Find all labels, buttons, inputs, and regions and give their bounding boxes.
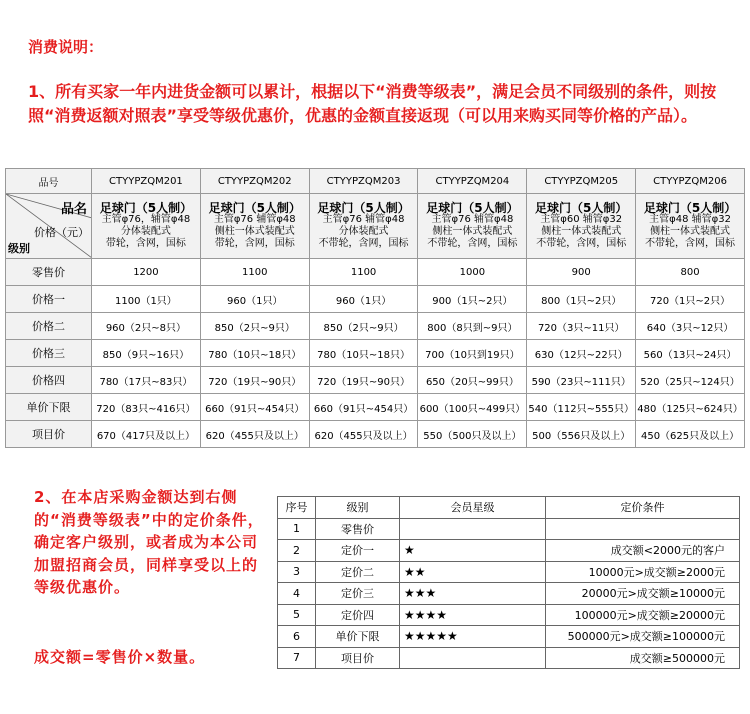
product-name: 足球门（5人制） (426, 201, 519, 215)
level-name: 定价二 (316, 561, 400, 583)
price-cell: 800（8只到~9只） (418, 313, 527, 340)
intro-paragraph: 1、所有买家一年内进货金额可以累计，根据以下“消费等级表”，满足会员不同级别的条件，则按照“消费返额对照表”享受等级优惠价，优惠的金额直接返现（可以用来购买同等价格的产品）。 (28, 82, 717, 125)
level-stars (400, 518, 546, 540)
price-cell: 850（2只~9只） (200, 313, 309, 340)
level-row (278, 647, 740, 669)
row-label: 零售价 (6, 259, 92, 286)
price-row (6, 286, 745, 313)
price-cell: 720（1只~2只） (636, 286, 745, 313)
spec-line: 侧柱一体式装配式 (432, 226, 513, 237)
price-cell: 700（10只到19只） (418, 340, 527, 367)
price-cell: 1200 (92, 259, 201, 286)
product-code: CTYYPZQM203 (309, 169, 418, 194)
price-cell: 850（2只~9只） (309, 313, 418, 340)
price-cell: 780（10只~18只） (309, 340, 418, 367)
level-row (278, 604, 740, 626)
price-cell: 660（91只~454只） (309, 394, 418, 421)
price-table (5, 168, 745, 448)
level-condition: 500000元>成交额≥100000元 (546, 626, 740, 648)
spec-row (6, 194, 745, 259)
corner-level-label: 级别 (8, 242, 30, 255)
price-row (6, 367, 745, 394)
price-cell: 560（13只~24只） (636, 340, 745, 367)
product-name: 足球门（5人制） (317, 201, 410, 215)
price-cell: 800 (636, 259, 745, 286)
level-stars (400, 647, 546, 669)
level-row (278, 518, 740, 540)
product-name: 足球门（5人制） (208, 201, 301, 215)
level-stars: ★★★★ (400, 604, 546, 626)
spec-line: 不带轮，含网，国标 (427, 238, 518, 249)
price-cell: 520（25只~124只） (636, 367, 745, 394)
price-header-row (6, 169, 745, 194)
price-cell: 660（91只~454只） (200, 394, 309, 421)
level-table (277, 496, 740, 669)
price-row (6, 313, 745, 340)
spec-line: 分体装配式 (120, 226, 171, 237)
level-no: 7 (278, 647, 316, 669)
product-spec (636, 194, 745, 259)
price-cell: 780（17只~83只） (92, 367, 201, 394)
spec-line: 侧柱一体式装配式 (650, 226, 731, 237)
level-name: 定价三 (316, 583, 400, 605)
corner-header (6, 194, 92, 259)
product-name: 足球门（5人制） (535, 201, 628, 215)
level-no: 5 (278, 604, 316, 626)
spec-line: 主管φ76 辅管φ48 (322, 214, 405, 225)
level-no: 6 (278, 626, 316, 648)
row-label: 价格三 (6, 340, 92, 367)
spec-line: 分体装配式 (338, 226, 389, 237)
level-name: 定价四 (316, 604, 400, 626)
level-condition: 100000元>成交额≥20000元 (546, 604, 740, 626)
level-stars: ★★ (400, 561, 546, 583)
level-name: 单价下限 (316, 626, 400, 648)
price-cell: 720（83只~416只） (92, 394, 201, 421)
level-stars: ★ (400, 540, 546, 562)
spec-line: 带轮，含网，国标 (214, 238, 295, 249)
price-cell: 480（125只~624只） (636, 394, 745, 421)
spec-line: 带轮，含网，国标 (105, 238, 186, 249)
price-cell: 620（455只及以上） (200, 421, 309, 448)
product-code: CTYYPZQM202 (200, 169, 309, 194)
price-cell: 620（455只及以上） (309, 421, 418, 448)
intro-title: 消费说明： (28, 38, 104, 56)
level-header-cell: 级别 (316, 497, 400, 519)
price-cell: 600（100只~499只） (418, 394, 527, 421)
price-cell: 900（1只~2只） (418, 286, 527, 313)
product-name: 足球门（5人制） (643, 201, 737, 215)
price-cell: 630（12只~22只） (527, 340, 636, 367)
price-cell: 590（23只~111只） (527, 367, 636, 394)
row-label: 价格一 (6, 286, 92, 313)
spec-line: 不带轮，含网，国标 (536, 238, 627, 249)
product-code: CTYYPZQM201 (92, 169, 201, 194)
price-cell: 500（556只及以上） (527, 421, 636, 448)
level-condition: 成交额≥500000元 (546, 647, 740, 669)
header-label: 品号 (6, 169, 92, 194)
level-stars: ★★★ (400, 583, 546, 605)
price-cell: 720（19只~90只） (200, 367, 309, 394)
row-label: 价格二 (6, 313, 92, 340)
level-row (278, 561, 740, 583)
price-cell: 640（3只~12只） (636, 313, 745, 340)
price-cell: 800（1只~2只） (527, 286, 636, 313)
price-cell: 1100 (309, 259, 418, 286)
row-label: 单价下限 (6, 394, 92, 421)
price-cell: 900 (527, 259, 636, 286)
level-condition: 成交额<2000元的客户 (546, 540, 740, 562)
spec-line: 主管φ76 辅管φ48 (431, 214, 514, 225)
spec-line: 不带轮，含网，国标 (318, 238, 409, 249)
product-spec (418, 194, 527, 259)
price-cell: 550（500只及以上） (418, 421, 527, 448)
price-cell: 780（10只~18只） (200, 340, 309, 367)
product-code: CTYYPZQM204 (418, 169, 527, 194)
price-row (6, 340, 745, 367)
product-spec (92, 194, 201, 259)
level-header-cell: 序号 (278, 497, 316, 519)
price-cell: 450（625只及以上） (636, 421, 745, 448)
price-cell: 720（19只~90只） (309, 367, 418, 394)
price-cell: 1100（1只） (92, 286, 201, 313)
level-no: 1 (278, 518, 316, 540)
price-cell: 960（1只） (200, 286, 309, 313)
level-header-row (278, 497, 740, 519)
level-row (278, 540, 740, 562)
spec-line: 主管φ76，辅管φ48 (101, 214, 191, 225)
level-header-cell: 会员星级 (400, 497, 546, 519)
price-cell: 1000 (418, 259, 527, 286)
product-spec (309, 194, 418, 259)
level-name: 定价一 (316, 540, 400, 562)
spec-line: 主管φ76 辅管φ48 (213, 214, 296, 225)
price-cell: 1100 (200, 259, 309, 286)
price-row (6, 394, 745, 421)
spec-line: 主管φ48 辅管φ32 (649, 214, 731, 225)
price-cell: 960（2只~8只） (92, 313, 201, 340)
price-cell: 540（112只~555只） (527, 394, 636, 421)
level-name: 项目价 (316, 647, 400, 669)
row-label: 价格四 (6, 367, 92, 394)
level-condition: 10000元>成交额≥2000元 (546, 561, 740, 583)
level-no: 3 (278, 561, 316, 583)
level-condition (546, 518, 740, 540)
spec-line: 侧柱一体式装配式 (541, 226, 622, 237)
product-code: CTYYPZQM206 (636, 169, 745, 194)
product-spec (527, 194, 636, 259)
spec-line: 侧柱一体式装配式 (214, 226, 295, 237)
level-no: 4 (278, 583, 316, 605)
level-name: 零售价 (316, 518, 400, 540)
level-row (278, 626, 740, 648)
level-header-cell: 定价条件 (546, 497, 740, 519)
level-stars: ★★★★★ (400, 626, 546, 648)
price-cell: 850（9只~16只） (92, 340, 201, 367)
corner-price-label: 价格（元） (34, 226, 89, 239)
level-condition: 20000元>成交额≥10000元 (546, 583, 740, 605)
price-row (6, 421, 745, 448)
price-cell: 960（1只） (309, 286, 418, 313)
product-code: CTYYPZQM205 (527, 169, 636, 194)
corner-product-label: 品名 (60, 202, 87, 217)
spec-line: 不带轮，含网，国标 (645, 238, 736, 249)
formula-text: 成交额=零售价×数量。 (34, 648, 206, 666)
price-cell: 720（3只~11只） (527, 313, 636, 340)
product-name: 足球门（5人制） (99, 201, 193, 215)
section2-text: 2、在本店采购金额达到右侧的“消费等级表”中的定价条件，确定客户级别，或者成为本公司加盟招商会员，同样享受以上的等级优惠价。 (34, 488, 264, 596)
level-no: 2 (278, 540, 316, 562)
product-spec (200, 194, 309, 259)
row-label: 项目价 (6, 421, 92, 448)
price-row (6, 259, 745, 286)
level-row (278, 583, 740, 605)
price-cell: 670（417只及以上） (92, 421, 201, 448)
spec-line: 主管φ60 辅管φ32 (540, 214, 623, 225)
price-cell: 650（20只~99只） (418, 367, 527, 394)
